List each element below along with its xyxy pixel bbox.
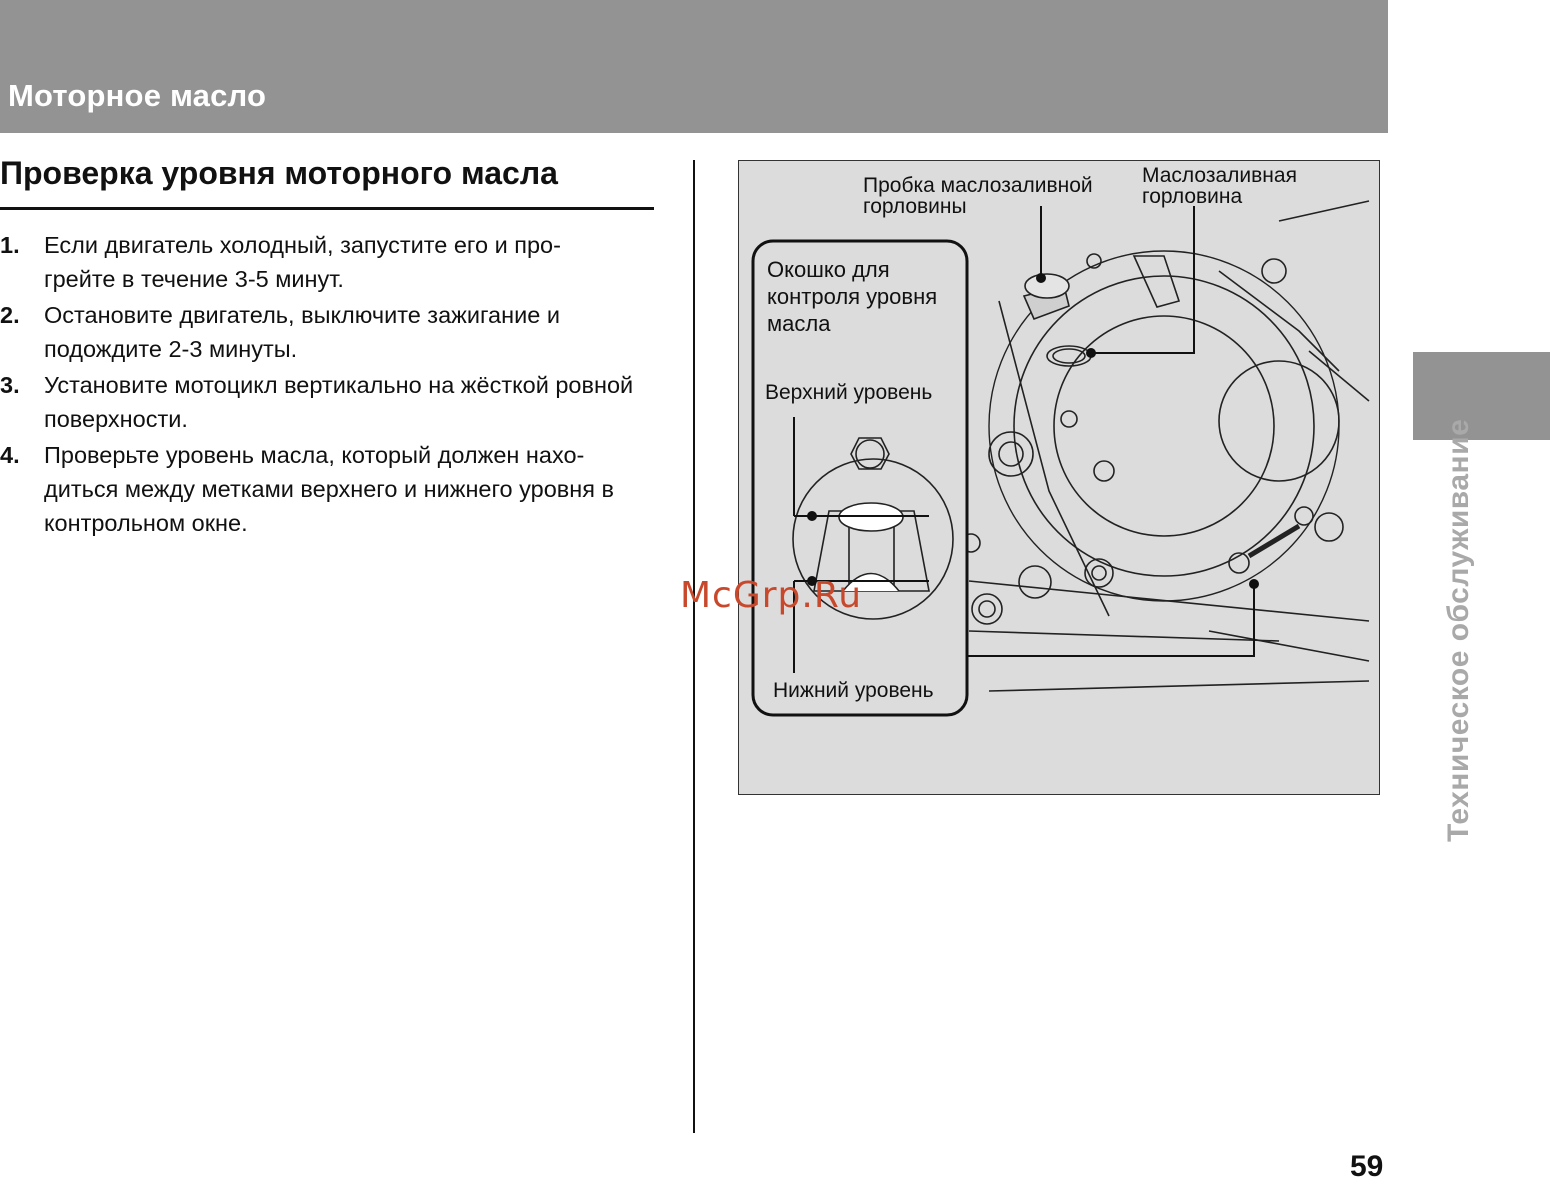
section-title: Проверка уровня моторного масла	[0, 155, 558, 191]
step-number: 1.	[0, 232, 20, 258]
step-number: 2.	[0, 302, 20, 328]
step-number: 4.	[0, 442, 20, 468]
engine-figure	[738, 160, 1380, 795]
step-text: Проверьте уровень масла, который должен нахо- диться между метками верхнего и нижнего уровня в контрольном окне.	[44, 442, 614, 536]
steps-list	[0, 228, 660, 542]
watermark: McGrp.Ru	[680, 575, 863, 616]
section-tab	[1413, 352, 1550, 440]
column-divider	[693, 160, 695, 1133]
label-filler-neck: Маслозаливная горловина	[1142, 164, 1297, 208]
list-item	[0, 368, 660, 436]
title-divider	[0, 207, 654, 210]
step-text: Остановите двигатель, выключите зажигание и подождите 2-3 минуты.	[44, 302, 560, 362]
label-oil-window: Окошко для контроля уровня масла	[767, 257, 938, 336]
list-item	[0, 438, 660, 540]
step-number: 3.	[0, 372, 20, 398]
step-text: Если двигатель холодный, запустите его и про- грейте в течение 3-5 минут.	[44, 232, 561, 292]
label-upper-level: Верхний уровень	[765, 381, 933, 404]
list-item	[0, 228, 660, 296]
step-text: Установите мотоцикл вертикально на жёсткой ровной поверхности.	[44, 372, 634, 432]
list-item	[0, 298, 660, 366]
page-header-title: Моторное масло	[8, 78, 267, 113]
label-lower-level: Нижний уровень	[773, 679, 934, 702]
page-number: 59	[1350, 1150, 1384, 1183]
label-filler-cap: Пробка маслозаливной горловины	[863, 174, 1093, 218]
side-section-label: Техническое обслуживание	[1442, 418, 1475, 842]
